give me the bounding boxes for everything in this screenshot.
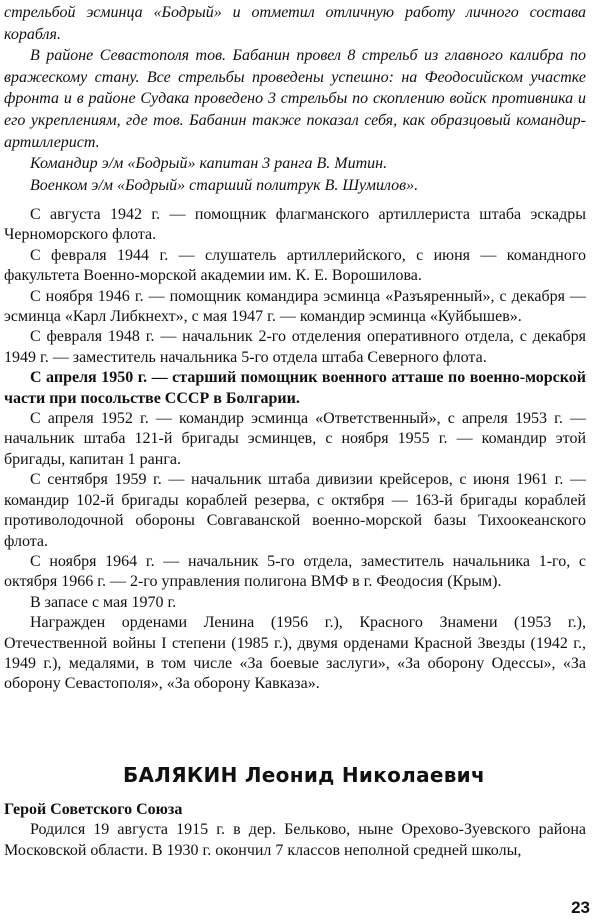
career-entry-highlighted: С апреля 1950 г. — старший помощник военного атташе по военно-морской части при посольстве СССР в Болгарии. <box>4 369 586 407</box>
quote-paragraph: В районе Севастополя тов. Бабанин провел 8 стрельб из главного калибра по вражескому стану. Все стрельбы проведены успешно: на Феодосийском участке фронта и в районе Судака проведено 3 стрельбы по скоплению войск противника и его укреплениям, где тов. Бабанин также показал себя, как образцовый командир-артиллерист. <box>4 47 586 151</box>
awards-paragraph: Награжден орденами Ленина (1956 г.), Красного Знамени (1953 г.), Отечественной войны I степени (1985 г.), двумя орденами Красной Звезды (1942 г., 1949 г.), медалями, в том числе «За боевые заслуги», «За оборону Одессы», «За оборону Севастополя», «За оборону Кавказа». <box>4 614 586 693</box>
quote-signature-commander: Командир э/м «Бодрый» капитан 3 ранга В. Митин. <box>30 155 388 173</box>
biography-heading: БАЛЯКИН Леонид Николаевич <box>122 763 486 787</box>
career-entry: С августа 1942 г. — помощник флагманского артиллериста штаба эскадры Черноморского флота. <box>4 206 586 244</box>
quote-paragraph: стрельбой эсминца «Бодрый» и отметил отличную работу личного состава корабля. <box>4 4 586 43</box>
career-entry: С ноября 1946 г. — помощник командира эсминца «Разъяренный», с декабря — эсминца «Карл Либкнехт», с мая 1947 г. — командир эсминца «Куйбышев». <box>4 287 586 326</box>
biography-subtitle: Герой Советского Союза <box>4 801 183 818</box>
career-section <box>4 205 586 695</box>
career-entry: С апреля 1952 г. — командир эсминца «Ответственный», с апреля 1953 г. — начальник штаба 121-й бригады эсминцев, с ноября 1955 г. — командир этой бригады, капитан 1 ранга. <box>4 410 586 468</box>
quote-signature-commissar: Военком э/м «Бодрый» старший политрук В. Шумилов». <box>30 176 419 194</box>
biography-section <box>4 800 586 861</box>
quote-block <box>4 2 586 196</box>
career-entry: С февраля 1948 г. — начальник 2-го отделения оперативного отдела, с декабря 1949 г. — заместитель начальника 5-го отдела штаба Северного флота. <box>4 328 586 366</box>
career-entry: С февраля 1944 г. — слушатель артиллерийского, с июня — командного факультета Военно-морской академии им. К. Е. Ворошилова. <box>4 246 586 285</box>
biography-paragraph: Родился 19 августа 1915 г. в дер. Бельково, ныне Орехово-Зуевского района Московской области. В 1930 г. окончил 7 классов неполной средней школы, <box>4 821 586 859</box>
book-page <box>4 0 604 922</box>
page-number: 23 <box>571 898 590 917</box>
career-entry: С ноября 1964 г. — начальник 5-го отдела, заместитель начальника 1-го, с октября 1966 г. — 2-го управления полигона ВМФ в г. Феодосия (Крым). <box>4 552 586 591</box>
career-entry: В запасе с мая 1970 г. <box>30 593 177 611</box>
career-entry: С сентября 1959 г. — начальник штаба дивизии крейсеров, с июня 1961 г. — командир 102-й бригады кораблей резерва, с октября — 163-й бригады кораблей противолодочной обороны Совгаванской военно-морской базы Тихоокеанского флота. <box>4 471 586 550</box>
